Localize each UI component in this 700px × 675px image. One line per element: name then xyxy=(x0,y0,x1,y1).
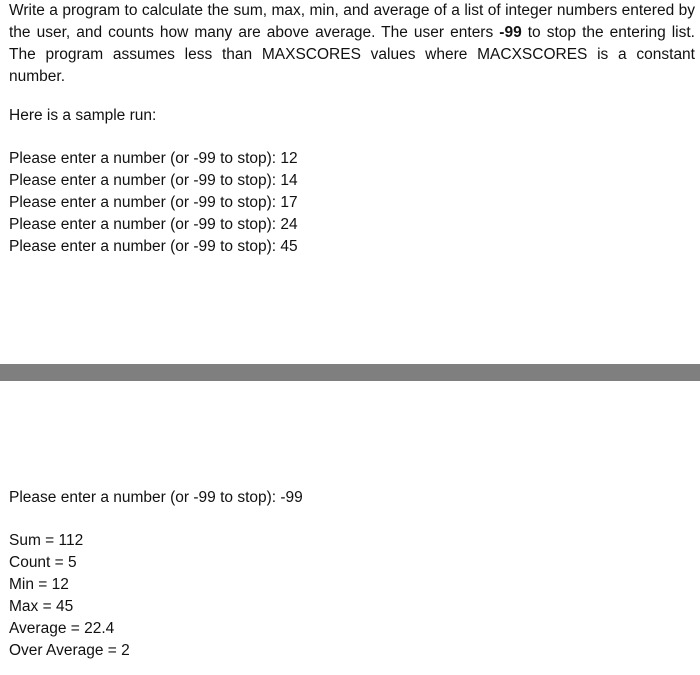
sample-input-line-4: Please enter a number (or -99 to stop): 24 xyxy=(9,216,298,233)
sample-input-line-2: Please enter a number (or -99 to stop): 14 xyxy=(9,172,298,189)
problem-paragraph xyxy=(9,0,695,88)
result-max: Max = 45 xyxy=(9,598,74,615)
sample-input-line-1: Please enter a number (or -99 to stop): 12 xyxy=(9,150,298,167)
result-sum: Sum = 112 xyxy=(9,532,84,549)
problem-statement xyxy=(9,0,695,88)
sample-run-input-lines xyxy=(9,148,298,258)
result-average: Average = 22.4 xyxy=(9,620,115,637)
problem-text-part2: to stop the entering list. The program assumes less than MAXSCORES values where MACXSCORES is a constant number. xyxy=(9,24,695,85)
sample-input-line-5: Please enter a number (or -99 to stop): 45 xyxy=(9,238,298,255)
problem-text-part1: Write a program to calculate the sum, max, min, and average of a list of integer numbers entered by the user, and counts how many are above average. The user enters xyxy=(9,2,695,41)
sample-input-line-3: Please enter a number (or -99 to stop): 17 xyxy=(9,194,298,211)
result-min: Min = 12 xyxy=(9,576,69,593)
result-over-average: Over Average = 2 xyxy=(9,642,130,659)
gray-divider-bar xyxy=(0,364,700,381)
stop-value: -99 xyxy=(499,24,522,41)
results-output xyxy=(9,530,130,662)
sample-stop-line: Please enter a number (or -99 to stop): -99 xyxy=(9,489,303,506)
result-count: Count = 5 xyxy=(9,554,77,571)
sample-run-label: Here is a sample run: xyxy=(9,107,157,124)
